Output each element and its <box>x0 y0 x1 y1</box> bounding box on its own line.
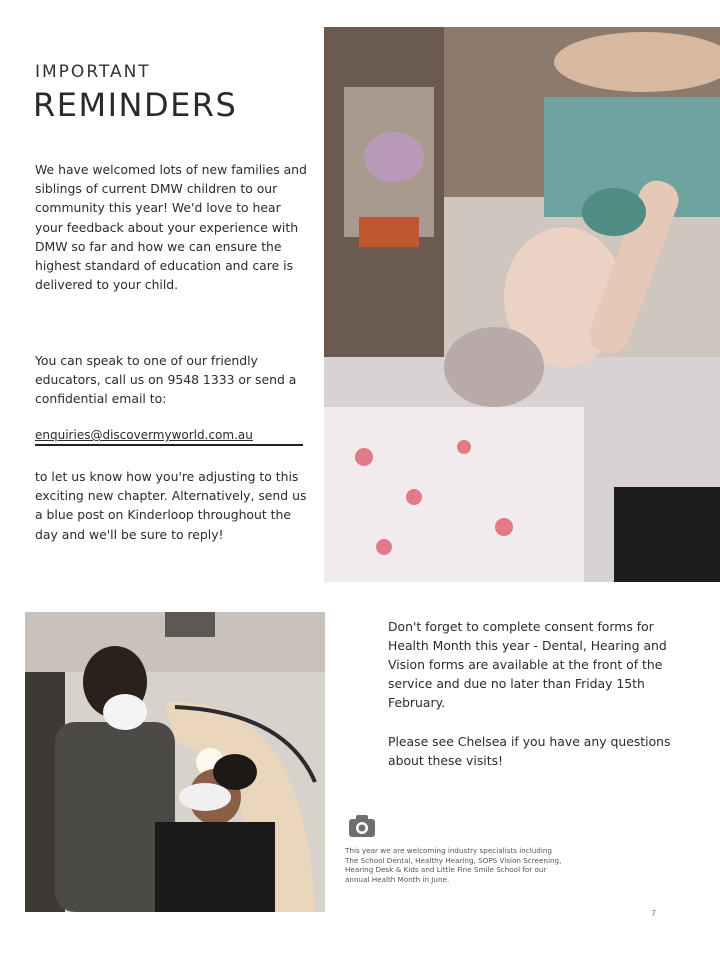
consent-forms-paragraph: Don't forget to complete consent forms for Health Month this year - Dental, Hearing and Vision forms are available at the front of the service and due no later than Friday 15th February. <box>388 619 667 710</box>
contact-paragraph: You can speak to one of our friendly educators, call us on 9548 1333 or send a confidential email to: <box>35 353 297 407</box>
kicker-heading: IMPORTANT <box>35 62 151 82</box>
dentist-photo <box>25 612 325 912</box>
page-number: 7 <box>651 909 657 918</box>
page-title: REMINDERS <box>33 86 238 124</box>
questions-paragraph: Please see Chelsea if you have any questions about these visits! <box>388 734 671 768</box>
followup-paragraph: to let us know how you're adjusting to this exciting new chapter. Alternatively, send us a blue post on Kinderloop throughout the day and we'll be sure to reply! <box>35 469 307 542</box>
photo-caption: This year we are welcoming industry specialists including The School Dental, Healthy Hearing, SOPS Vision Screening, Hearing Desk & Kids and Little Fine Smile School for our annual Health Month in June. <box>345 846 562 884</box>
baby-photo <box>324 27 720 582</box>
camera-icon <box>347 813 377 839</box>
intro-paragraph: We have welcomed lots of new families and siblings of current DMW children to our community this year! We'd love to hear your feedback about your experience with DMW so far and how we can ensure the highest standard of education and care is delivered to your child. <box>35 162 307 293</box>
email-link[interactable]: enquiries@discovermyworld.com.au <box>35 428 303 446</box>
